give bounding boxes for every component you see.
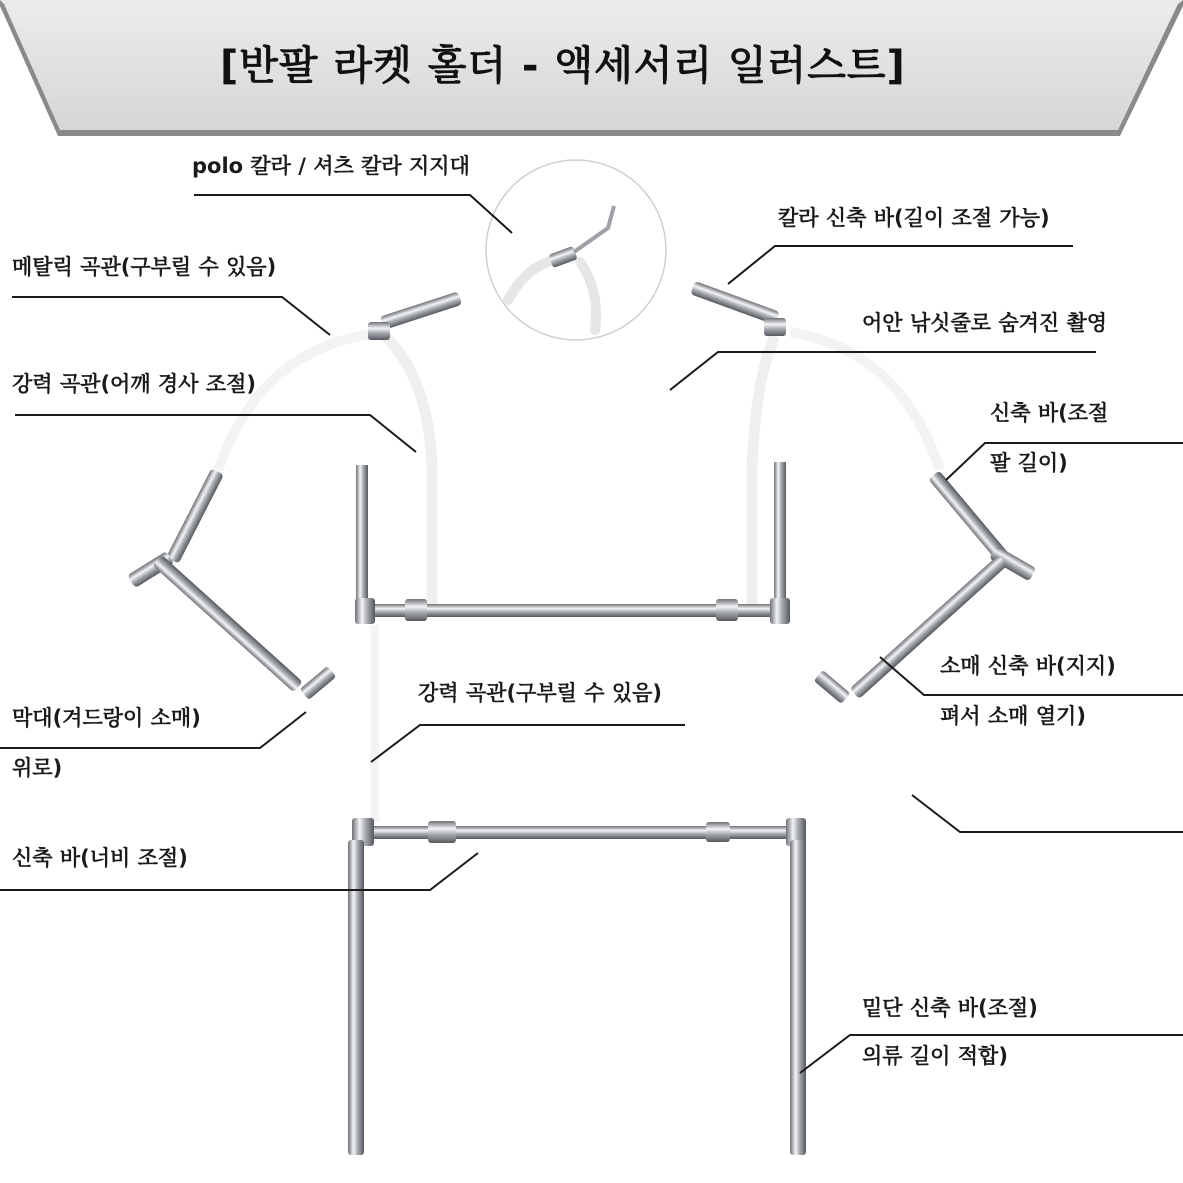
label-rod-2: 위로) — [12, 756, 63, 780]
right-collar-joint — [764, 318, 786, 336]
left-hem-leg — [348, 840, 364, 1155]
left-collar-bar — [380, 291, 462, 330]
label-polo-collar-support: polo 칼라 / 셔츠 칼라 지지대 — [192, 154, 470, 178]
left-shoulder-post — [356, 465, 368, 615]
label-strong-elbow-bendable: 강력 곡관(구부릴 수 있음) — [418, 681, 662, 705]
label-rod-1: 막대(겨드랑이 소매) — [12, 706, 201, 730]
label-width-bar: 신축 바(너비 조절) — [12, 846, 188, 870]
page-title: [반팔 라켓 홀더 - 액세서리 일러스트] — [220, 43, 906, 89]
collar-detail-circle — [486, 160, 666, 340]
label-arm-bar-2: 팔 길이) — [990, 451, 1068, 475]
label-metallic-elbow: 메탈릭 곡관(구부릴 수 있음) — [12, 255, 277, 279]
left-metal-elbow-tube — [218, 334, 372, 470]
label-sleeve-bar-2: 펴서 소매 열기) — [940, 704, 1086, 728]
label-collar-telescopic-bar: 칼라 신축 바(길이 조절 가능) — [778, 206, 1050, 230]
label-strong-elbow-shoulder: 강력 곡관(어깨 경사 조절) — [12, 372, 256, 396]
right-strong-elbow-tube — [752, 336, 775, 606]
left-strong-elbow-tube — [385, 336, 432, 606]
left-arm-assembly — [127, 468, 336, 700]
label-sleeve-bar-1: 소매 신축 바(지지) — [940, 654, 1116, 678]
label-hem-bar-1: 밑단 신축 바(조절) — [862, 996, 1038, 1020]
right-shoulder-post — [774, 462, 786, 614]
right-hem-leg — [790, 840, 806, 1155]
label-hem-bar-2: 의류 길이 적합) — [862, 1044, 1008, 1068]
lower-crossbar — [360, 826, 800, 839]
label-arm-bar-1: 신축 바(조절 — [990, 401, 1109, 425]
left-collar-joint — [368, 322, 390, 340]
label-fishing-line: 어안 낚싯줄로 숨겨진 촬영 — [862, 311, 1108, 335]
